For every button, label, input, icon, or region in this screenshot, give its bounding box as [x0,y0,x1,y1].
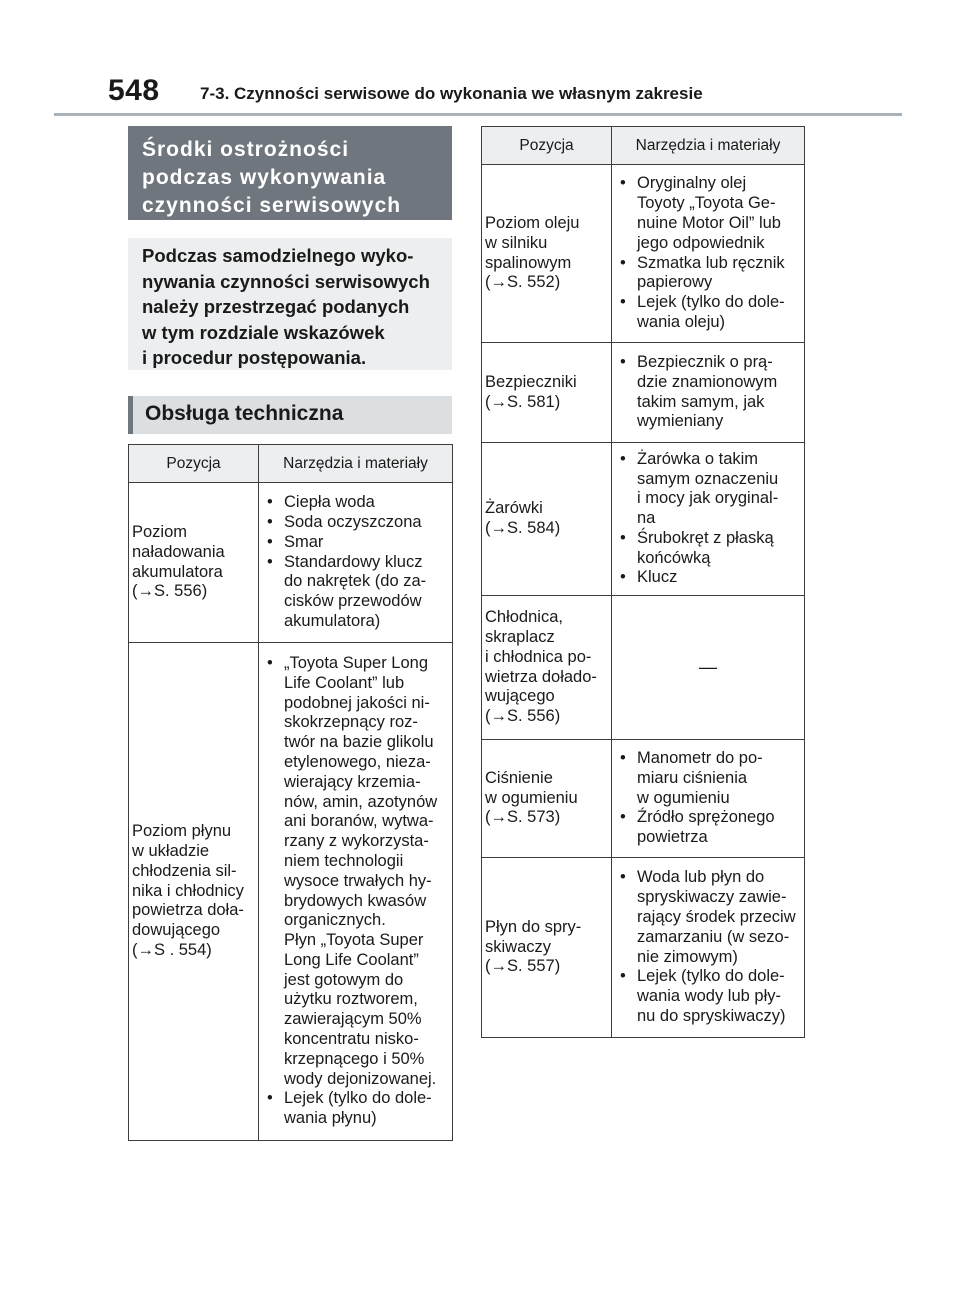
position-line: wietrza dołado- [485,667,597,686]
cell-position [482,343,612,443]
position-line: w silniku [485,233,548,252]
tools-list-item-continuation: nu do spryskiwaczy) [637,1006,786,1025]
position-line: Poziom oleju [485,213,580,232]
page-header [0,0,960,116]
maintenance-table-right [481,126,805,1038]
position-line: skiwaczy [485,937,552,956]
tools-list-item-continuation: organicznych. [284,911,386,930]
tools-list-item: • Klucz [617,568,802,588]
cell-position [482,443,612,596]
tools-list [264,493,450,632]
tools-list-item-continuation: samym oznaczeniu [637,469,779,488]
tools-list-item: • Szmatka lub ręcznik [617,254,802,274]
position-line: naładowania [132,542,225,561]
column-header-tools: Narzędzia i materiały [612,127,805,165]
position-line: dowującego [132,921,221,940]
intro-line: i procedur postępowania. [142,347,367,368]
position-line: (→S. 557) [485,957,561,976]
tools-list-item: • Smar [264,533,450,553]
position-line: w ogumieniu [485,788,578,807]
table-row [482,443,805,596]
table-row [482,343,805,443]
tools-list-item: • Bezpiecznik o prą- [617,353,802,373]
tools-list-item-continuation: zamarzaniu (w sezo- [637,927,790,946]
tools-list-item-continuation: nów, amin, azotynów [284,792,438,811]
tools-list-item-continuation: ani boranów, wytwa- [284,812,434,831]
position-line: (→S . 554) [132,940,212,959]
precautions-heading-line: Środki ostrożności [142,138,350,161]
tools-list-item-continuation: jego odpowiednik [637,233,765,252]
tools-list-item: • Lejek (tylko do dole- [264,1089,450,1109]
position-line: (→S. 573) [485,808,561,827]
tools-list-item-continuation: podobnej jakości ni- [284,693,430,712]
tools-list-item-continuation: nie zimowym) [637,947,738,966]
cell-position [482,596,612,740]
tools-list-item-continuation: Long Life Coolant” [284,950,419,969]
table-row [482,165,805,343]
intro-line: Podczas samodzielnego wyko- [142,245,414,266]
tools-list [617,868,802,1026]
tools-list-item-continuation: wania płynu) [284,1109,377,1128]
table-row [482,740,805,858]
tools-list-item-continuation: brydowych kwasów [284,891,427,910]
table-row [129,483,453,643]
cell-tools [612,858,805,1038]
tools-list [617,353,802,432]
tools-list-item-continuation: koncentratu nisko- [284,1030,419,1049]
tools-list-item-continuation: miaru ciśnienia [637,768,748,787]
tools-list-item-continuation: końcówką [637,548,711,567]
tools-list-item-continuation: skokrzepnący roz- [284,713,418,732]
cell-position [129,643,259,1141]
tools-list-item: • „Toyota Super Long [264,654,450,674]
tools-list-item-continuation: do nakrętek (do za- [284,572,427,591]
cell-tools [612,740,805,858]
tools-list [617,174,802,332]
column-header-tools: Narzędzia i materiały [259,445,453,483]
cell-tools [259,483,453,643]
table-header-row [129,445,453,483]
tools-list-item-continuation: wierający krzemia- [284,772,421,791]
position-line: Chłodnica, [485,608,563,627]
table-row [482,858,805,1038]
position-line: akumulatora [132,562,223,581]
position-line: (→S. 556) [485,707,561,726]
precautions-heading-line: podczas wykonywania [142,166,387,189]
column-header-position: Pozycja [129,445,259,483]
tools-list-item-continuation: na [637,509,656,528]
tools-list-item-continuation: w ogumieniu [637,788,730,807]
intro-line: w tym rozdziale wskazówek [142,321,385,343]
tools-list-item-continuation: wody dejonizowanej. [284,1069,437,1088]
tools-list-item-continuation: etylenowego, nieza- [284,752,431,771]
page-number: 548 [108,74,160,107]
tools-list-item-continuation: Life Coolant” lub [284,673,405,692]
tools-list-item-continuation: takim samym, jak [637,392,765,411]
position-line: powietrza doła- [132,901,244,920]
position-line: Płyn do spry- [485,917,582,936]
cell-tools [612,443,805,596]
tools-list [617,749,802,848]
tools-list-item-continuation: wania wody lub pły- [637,987,781,1006]
tools-list-item-continuation: cisków przewodów [284,592,422,611]
tools-list-item-continuation: rzany z wykorzysta- [284,832,429,851]
intro-line: należy przestrzegać podanych [142,296,410,317]
position-line: Żarówki [485,499,543,518]
tools-list-item-continuation: wymieniany [637,412,724,431]
intro-line: nywania czynności serwisowych [142,270,430,292]
cell-position [129,483,259,643]
tools-list-item: • Śrubokręt z płaską [617,529,802,549]
precautions-heading-line: czynności serwisowych [142,194,402,217]
tools-list-item-continuation: użytku roztworem, [284,990,418,1009]
empty-dash: — [699,656,717,677]
cell-position [482,858,612,1038]
tools-list-item: • Ciepła woda [264,493,450,513]
cell-position [482,740,612,858]
tools-list-item-continuation: dzie znamionowym [637,372,778,391]
tools-list-item-continuation: wania oleju) [637,312,726,331]
tools-list-item-continuation: powietrza [637,828,708,847]
position-line: skraplacz [485,627,555,646]
tools-list-item-continuation: rający środek przeciw [637,907,796,926]
position-line: spalinowym [485,253,572,272]
tools-list-item-continuation: Toyoty „Toyota Ge- [637,194,776,213]
cell-tools [612,596,805,740]
tools-list-item-continuation: wysoce trwałych hy- [284,871,432,890]
header-divider [54,113,902,116]
chapter-title: 7-3. Czynności serwisowe do wykonania we własnym zakresie [200,84,703,103]
tools-list-item: • Lejek (tylko do dole- [617,293,802,313]
tools-list-item-continuation: papierowy [637,273,713,292]
position-line: (→S. 556) [132,582,208,601]
cell-position [482,165,612,343]
table-row [129,643,453,1141]
position-line: (→S. 581) [485,392,561,411]
tools-list-item: • Standardowy klucz [264,553,450,573]
tools-list-item: • Lejek (tylko do dole- [617,967,802,987]
position-line: i chłodnica po- [485,647,592,666]
tools-list-item: • Żarówka o takim [617,450,802,470]
maintenance-table-left [128,444,453,1141]
position-line: Poziom [132,522,188,541]
precautions-heading [128,126,452,220]
tools-list-item: • Manometr do po- [617,749,802,769]
tools-list [617,450,802,589]
precautions-intro [128,238,452,370]
tools-list-item-continuation: nuine Motor Oil” lub [637,213,781,232]
tools-list-item: • Oryginalny olej [617,174,802,194]
position-line: wującego [485,687,555,706]
cell-tools [259,643,453,1141]
tools-list [264,654,450,1129]
position-line: nika i chłodnicy [132,881,244,900]
table-header-row [482,127,805,165]
tools-list-item-continuation: spryskiwaczy zawie- [637,888,787,907]
position-line: w układzie [132,842,210,860]
tools-list-item: • Woda lub płyn do [617,868,802,888]
tools-list-item-continuation: akumulatora) [284,611,381,630]
column-header-position: Pozycja [482,127,612,165]
tools-list-item-continuation: niem technologii [284,851,404,870]
tools-list-item-continuation: krzepnącego i 50% [284,1049,425,1068]
tools-list-item-continuation: jest gotowym do [284,970,404,989]
cell-tools [612,165,805,343]
tools-list-item: • Źródło sprężonego [617,808,802,828]
maintenance-heading: Obsługa techniczna [128,396,452,434]
cell-tools [612,343,805,443]
position-line: Bezpieczniki [485,372,577,391]
tools-list-item-continuation: twór na bazie glikolu [284,733,434,752]
position-line: (→S. 552) [485,273,561,292]
tools-list-item-continuation: zawierającym 50% [284,1010,422,1029]
table-row [482,596,805,740]
tools-list-item-continuation: i mocy jak oryginal- [637,489,779,508]
tools-list-item-continuation: Płyn „Toyota Super [284,931,424,950]
position-line: Poziom płynu [132,822,232,841]
position-line: Ciśnienie [485,768,553,787]
position-line: chłodzenia sil- [132,861,237,880]
tools-list-item: • Soda oczyszczona [264,513,450,533]
position-line: (→S. 584) [485,519,561,537]
